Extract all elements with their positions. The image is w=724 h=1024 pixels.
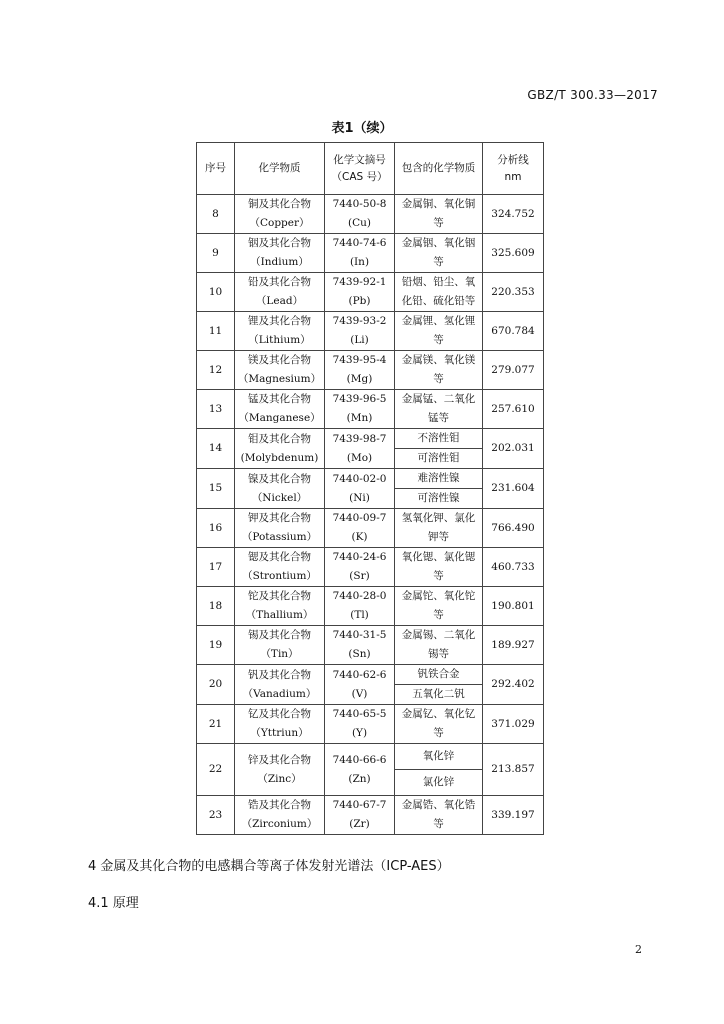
- substance-name-zh: 镁及其化合物: [248, 354, 311, 366]
- table-row: [197, 705, 544, 725]
- element-symbol: (Zn): [348, 772, 371, 785]
- header-index: 序号: [197, 143, 235, 195]
- element-symbol: (Mg): [346, 373, 373, 385]
- contained-line-1: 氧化锶、氯化锶: [401, 551, 476, 563]
- cas-number: 7439-96-5: [332, 393, 387, 405]
- substance-name-en: （Lead）: [255, 295, 304, 307]
- element-symbol: (Mn): [346, 412, 373, 424]
- contained-substances: [395, 273, 483, 312]
- substance-name-en: （Magnesium）: [237, 373, 322, 385]
- substance-name-en: （Strontium）: [242, 570, 317, 582]
- contained-substance-b: 可溶性钼: [395, 449, 483, 469]
- contained-substance-b: 可溶性镍: [395, 489, 483, 509]
- section-4-1-heading: 4.1 原理: [88, 896, 139, 911]
- cas-cell: [325, 469, 395, 509]
- substance-name-zh: 钾及其化合物: [248, 512, 311, 524]
- cas-cell: [325, 273, 395, 312]
- cas-cell: [325, 665, 395, 705]
- wavelength-value: 766.490: [483, 509, 544, 548]
- substance-name-zh: 锶及其化合物: [248, 551, 311, 563]
- substance-name-en: （Zirconium）: [241, 818, 318, 830]
- cas-number: 7440-02-0: [332, 472, 387, 485]
- table-row: [197, 469, 544, 489]
- cas-cell: [325, 744, 395, 796]
- substance-name-en: （Copper）: [249, 217, 310, 229]
- contained-substances: [395, 351, 483, 390]
- row-index: 19: [197, 626, 235, 665]
- header-contained: 包含的化学物质: [395, 143, 483, 195]
- cas-number: 7440-67-7: [332, 799, 387, 811]
- substance-name-en: （Indium）: [250, 256, 309, 268]
- substance-name-zh: 锰及其化合物: [248, 393, 311, 405]
- contained-line-2: 锰等: [428, 412, 449, 424]
- table-row: [197, 548, 544, 568]
- cas-cell: [325, 796, 395, 835]
- element-symbol: (Zr): [349, 818, 370, 830]
- table-body: [197, 195, 544, 835]
- page-number: 2: [635, 943, 642, 956]
- table-row: [197, 796, 544, 816]
- substance-name-zh: 铟及其化合物: [248, 237, 311, 249]
- substance-cell: [235, 390, 325, 429]
- substance-cell: [235, 665, 325, 705]
- element-symbol: (Ni): [349, 491, 370, 504]
- element-symbol: (In): [349, 256, 370, 268]
- substance-cell: [235, 312, 325, 351]
- contained-line-2: 化铅、硫化铅等: [401, 295, 476, 307]
- wavelength-value: 339.197: [483, 796, 544, 835]
- element-symbol: (V): [351, 687, 368, 700]
- element-symbol: (K): [351, 531, 368, 543]
- cas-cell: [325, 429, 395, 469]
- wavelength-value: 325.609: [483, 234, 544, 273]
- contained-line-2: 等: [433, 217, 444, 229]
- substance-table: [196, 142, 544, 835]
- table-row: [197, 195, 544, 215]
- element-symbol: (Sr): [349, 570, 370, 582]
- contained-line-1: 金属铊、氧化铊: [401, 590, 476, 602]
- cas-cell: [325, 234, 395, 273]
- contained-line-2: 钾等: [428, 531, 449, 543]
- cas-cell: [325, 626, 395, 665]
- contained-substance-a: 氧化锌: [395, 744, 483, 770]
- substance-name-zh: 钼及其化合物: [248, 432, 311, 445]
- cas-cell: [325, 509, 395, 548]
- row-index: 11: [197, 312, 235, 351]
- row-index: 10: [197, 273, 235, 312]
- substance-cell: [235, 796, 325, 835]
- table-row: [197, 273, 544, 293]
- substance-name-zh: 锂及其化合物: [248, 315, 311, 327]
- element-symbol: (Mo): [346, 451, 373, 464]
- cas-cell: [325, 587, 395, 626]
- row-index: 22: [197, 744, 235, 796]
- row-index: 21: [197, 705, 235, 744]
- section-4-heading: 4 金属及其化合物的电感耦合等离子体发射光谱法（ICP-AES）: [88, 859, 450, 874]
- substance-cell: [235, 626, 325, 665]
- row-index: 12: [197, 351, 235, 390]
- substance-cell: [235, 744, 325, 796]
- contained-substances: [395, 312, 483, 351]
- substance-name-zh: 钒及其化合物: [248, 668, 311, 681]
- contained-line-2: 等: [433, 570, 444, 582]
- contained-substances: [395, 796, 483, 835]
- wavelength-value: 257.610: [483, 390, 544, 429]
- row-index: 13: [197, 390, 235, 429]
- substance-name-en: (Molybdenum): [240, 451, 319, 464]
- cas-number: 7439-95-4: [332, 354, 387, 366]
- table-row: [197, 744, 544, 770]
- wavelength-value: 324.752: [483, 195, 544, 234]
- contained-line-1: 金属铟、氧化铟: [401, 237, 476, 249]
- wavelength-value: 213.857: [483, 744, 544, 796]
- contained-line-1: 金属钇、氧化钇: [401, 708, 476, 720]
- cas-number: 7440-66-6: [332, 753, 387, 766]
- substance-cell: [235, 469, 325, 509]
- wavelength-value: 292.402: [483, 665, 544, 705]
- cas-number: 7440-62-6: [332, 668, 387, 681]
- cas-number: 7439-98-7: [332, 432, 387, 445]
- wavelength-value: 279.077: [483, 351, 544, 390]
- contained-line-1: 氢氧化钾、氯化: [401, 512, 476, 524]
- wavelength-value: 231.604: [483, 469, 544, 509]
- row-index: 18: [197, 587, 235, 626]
- contained-substances: [395, 390, 483, 429]
- contained-line-1: 金属锆、氧化锆: [401, 799, 476, 811]
- contained-substance-a: 钒铁合金: [395, 665, 483, 685]
- table-row: [197, 665, 544, 685]
- row-index: 14: [197, 429, 235, 469]
- substance-name-en: （Nickel）: [251, 491, 308, 504]
- substance-name-en: （Lithium）: [248, 334, 311, 346]
- table-row: [197, 234, 544, 254]
- header-cas: [325, 143, 395, 195]
- cas-number: 7440-24-6: [332, 551, 387, 563]
- row-index: 15: [197, 469, 235, 509]
- cas-cell: [325, 390, 395, 429]
- cas-number: 7440-50-8: [332, 198, 387, 210]
- table-row: [197, 626, 544, 646]
- contained-substances: [395, 548, 483, 587]
- substance-name-en: （Thallium）: [245, 609, 314, 621]
- cas-number: 7439-93-2: [332, 315, 387, 327]
- substance-cell: [235, 509, 325, 548]
- substance-cell: [235, 195, 325, 234]
- contained-line-2: 等: [433, 334, 444, 346]
- substance-name-zh: 钇及其化合物: [248, 708, 311, 720]
- row-index: 17: [197, 548, 235, 587]
- table-row: [197, 390, 544, 410]
- table-row: [197, 429, 544, 449]
- substance-cell: [235, 587, 325, 626]
- substance-cell: [235, 273, 325, 312]
- wavelength-value: 460.733: [483, 548, 544, 587]
- contained-substances: [395, 195, 483, 234]
- substance-cell: [235, 351, 325, 390]
- element-symbol: (Y): [351, 727, 368, 739]
- cas-number: 7440-31-5: [332, 629, 387, 641]
- header-wavelength: [483, 143, 544, 195]
- contained-substance-a: 不溶性钼: [395, 429, 483, 449]
- cas-number: 7440-09-7: [332, 512, 387, 524]
- standard-code: GBZ/T 300.33—2017: [527, 88, 658, 102]
- table-caption: 表1（续）: [331, 121, 393, 136]
- element-symbol: (Pb): [348, 295, 371, 307]
- row-index: 16: [197, 509, 235, 548]
- cas-cell: [325, 312, 395, 351]
- cas-cell: [325, 195, 395, 234]
- substance-name-en: （Yttriun）: [250, 727, 309, 739]
- cas-cell: [325, 548, 395, 587]
- element-symbol: (Cu): [348, 217, 371, 229]
- contained-line-1: 金属铜、氧化铜: [401, 198, 476, 210]
- substance-name-zh: 锡及其化合物: [248, 629, 311, 641]
- wavelength-value: 189.927: [483, 626, 544, 665]
- cas-number: 7440-74-6: [332, 237, 387, 249]
- contained-line-1: 金属锂、氢化锂: [401, 315, 476, 327]
- contained-line-1: 铅烟、铅尘、氧: [401, 276, 476, 288]
- contained-line-2: 等: [433, 373, 444, 385]
- substance-name-en: （Potassium）: [241, 531, 318, 543]
- row-index: 20: [197, 665, 235, 705]
- contained-line-2: 等: [433, 609, 444, 621]
- element-symbol: (Tl): [350, 609, 369, 621]
- contained-line-1: 金属镁、氧化镁: [401, 354, 476, 366]
- wavelength-value: 190.801: [483, 587, 544, 626]
- substance-cell: [235, 705, 325, 744]
- header-cas-line1: 化学文摘号: [333, 153, 386, 166]
- cas-number: 7439-92-1: [332, 276, 387, 288]
- substance-name-zh: 锆及其化合物: [248, 799, 311, 811]
- substance-cell: [235, 234, 325, 273]
- cas-number: 7440-28-0: [332, 590, 387, 602]
- contained-substances: [395, 587, 483, 626]
- contained-substance-b: 五氧化二钒: [395, 685, 483, 705]
- contained-line-2: 锡等: [428, 648, 449, 660]
- substance-name-en: （Zinc）: [257, 772, 302, 785]
- substance-name-en: （Manganese）: [238, 412, 321, 424]
- contained-substances: [395, 705, 483, 744]
- substance-cell: [235, 548, 325, 587]
- header-wavelength-line1: 分析线: [497, 153, 529, 166]
- substance-name-en: （Vanadium）: [242, 687, 317, 700]
- table-row: [197, 312, 544, 332]
- wavelength-value: 371.029: [483, 705, 544, 744]
- substance-name-zh: 铜及其化合物: [248, 198, 311, 210]
- contained-line-1: 金属锰、二氧化: [401, 393, 476, 405]
- contained-substances: [395, 234, 483, 273]
- substance-name-zh: 镍及其化合物: [248, 472, 311, 485]
- table-row: [197, 509, 544, 529]
- substance-name-zh: 铊及其化合物: [248, 590, 311, 602]
- wavelength-value: 670.784: [483, 312, 544, 351]
- table-row: [197, 351, 544, 371]
- header-wavelength-unit: nm: [504, 170, 522, 183]
- table-header-row: [197, 143, 544, 195]
- table-row: [197, 587, 544, 607]
- element-symbol: (Sn): [348, 648, 371, 660]
- cas-number: 7440-65-5: [332, 708, 387, 720]
- element-symbol: (Li): [350, 334, 369, 346]
- substance-name-en: （Tin）: [260, 648, 299, 660]
- contained-substances: [395, 509, 483, 548]
- substance-name-zh: 铅及其化合物: [248, 276, 311, 288]
- contained-line-2: 等: [433, 818, 444, 830]
- contained-line-1: 金属锡、二氧化: [401, 629, 476, 641]
- contained-substance-a: 难溶性镍: [395, 469, 483, 489]
- row-index: 9: [197, 234, 235, 273]
- contained-substance-b: 氯化锌: [395, 770, 483, 796]
- cas-cell: [325, 351, 395, 390]
- row-index: 23: [197, 796, 235, 835]
- contained-line-2: 等: [433, 727, 444, 739]
- cas-cell: [325, 705, 395, 744]
- contained-substances: [395, 626, 483, 665]
- substance-cell: [235, 429, 325, 469]
- wavelength-value: 202.031: [483, 429, 544, 469]
- substance-name-zh: 锌及其化合物: [248, 753, 311, 766]
- contained-line-2: 等: [433, 256, 444, 268]
- header-cas-line2: （CAS 号）: [331, 170, 388, 183]
- header-substance: 化学物质: [235, 143, 325, 195]
- row-index: 8: [197, 195, 235, 234]
- wavelength-value: 220.353: [483, 273, 544, 312]
